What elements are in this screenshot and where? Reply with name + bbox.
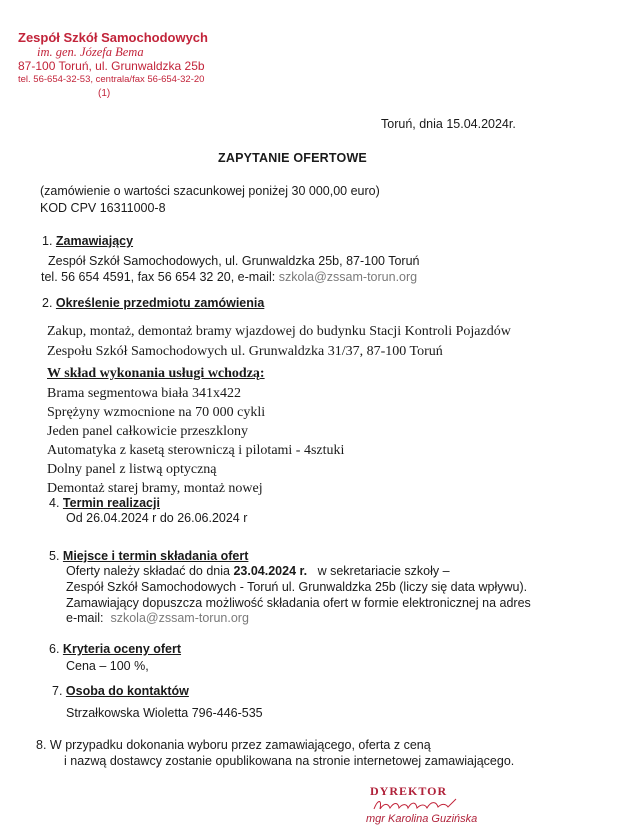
scope-item: Sprężyny wzmocnione na 70 000 cykli (47, 405, 266, 420)
stamp-line-address: 87-100 Toruń, ul. Grunwaldzka 25b (18, 59, 205, 73)
realization-period: Od 26.04.2024 r do 26.06.2024 r (66, 511, 248, 525)
stamp-line-school: Zespół Szkół Samochodowych (18, 30, 208, 45)
intro-value-note: (zamówienie o wartości szacunkowej poniżej 30 000,00 euro) (40, 184, 380, 198)
publication-note: W przypadku dokonania wyboru przez zamawiającego, oferta z ceną (49, 738, 431, 752)
document-title: ZAPYTANIE OFERTOWE (218, 151, 367, 165)
section-number: 1. (42, 234, 53, 248)
offer-email-link[interactable]: szkola@zssam-torun.org (110, 611, 249, 625)
subject-line-1: Zakup, montaż, demontaż bramy wjazdowej do budynku Stacji Kontroli Pojazdów (47, 324, 511, 339)
section-4-heading (49, 496, 160, 510)
offer-address: Zespół Szkół Samochodowych - Toruń ul. Grunwaldzka 25b (liczy się data wpływu). (66, 580, 528, 594)
section-title: Kryteria oceny ofert (62, 642, 182, 656)
section-5-heading (49, 549, 248, 563)
signature-role: DYREKTOR (370, 784, 448, 798)
orderer-contact (41, 270, 417, 284)
section-title: Zamawiający (55, 234, 134, 248)
section-1-heading (42, 234, 133, 248)
section-2-heading (42, 296, 264, 310)
section-title: Termin realizacji (62, 496, 160, 510)
section-number: 5. (49, 549, 60, 563)
scope-item: Dolny panel z listwą optyczną (47, 462, 217, 477)
orderer-phone-fax: tel. 56 654 4591, fax 56 654 32 20, e-mail: (41, 270, 276, 284)
section-8-line-1 (36, 738, 431, 752)
stamp-line-phone: tel. 56-654-32-53, centrala/fax 56-654-32-20 (18, 74, 205, 85)
signature-name: mgr Karolina Guzińska (366, 813, 478, 825)
section-7-heading (52, 684, 189, 698)
section-number: 4. (49, 496, 60, 510)
scope-item: Jeden panel całkowicie przeszklony (47, 424, 248, 439)
section-number: 2. (42, 296, 53, 310)
section-6-heading (49, 642, 181, 656)
scope-item: Automatyka z kasetą sterowniczą i pilotami - 4sztuki (47, 443, 345, 458)
section-title: Osoba do kontaktów (65, 684, 189, 698)
section-title: Miejsce i termin składania ofert (62, 549, 249, 563)
offer-deadline-date: 23.04.2024 r. (233, 564, 308, 578)
stamp-line-patron: im. gen. Józefa Bema (37, 45, 144, 59)
stamp-line-number: (1) (98, 88, 111, 99)
scope-item: Brama segmentowa biała 341x422 (47, 386, 242, 401)
scope-heading: W skład wykonania usługi wchodzą: (47, 366, 265, 381)
orderer-address: Zespół Szkół Samochodowych, ul. Grunwaldzka 25b, 87-100 Toruń (48, 254, 420, 268)
orderer-email-link[interactable]: szkola@zssam-torun.org (278, 270, 418, 284)
offer-electronic-note: Zamawiający dopuszcza możliwość składania ofert w formie elektronicznej na adres (66, 596, 531, 610)
section-number: 8. (36, 738, 47, 752)
offer-email (66, 611, 249, 625)
contact-person: Strzałkowska Wioletta 796-446-535 (66, 706, 263, 720)
offer-deadline-prefix: Oferty należy składać do dnia (66, 564, 230, 578)
section-8-line-2: i nazwą dostawcy zostanie opublikowana na stronie internetowej zamawiającego. (64, 754, 515, 768)
offer-deadline-place: w sekretariacie szkoły – (317, 564, 450, 578)
section-title: Określenie przedmiotu zamówienia (55, 296, 265, 310)
scope-item: Demontaż starej bramy, montaż nowej (47, 481, 263, 496)
section-number: 6. (49, 642, 60, 656)
document-date: Toruń, dnia 15.04.2024r. (381, 117, 516, 131)
criteria-price: Cena – 100 %, (66, 659, 149, 673)
intro-cpv-code: KOD CPV 16311000-8 (40, 201, 166, 215)
subject-line-2: Zespołu Szkół Samochodowych ul. Grunwaldzka 31/37, 87-100 Toruń (47, 344, 443, 359)
offer-deadline (66, 564, 450, 578)
offer-email-label: e-mail: (66, 611, 104, 625)
section-number: 7. (52, 684, 63, 698)
